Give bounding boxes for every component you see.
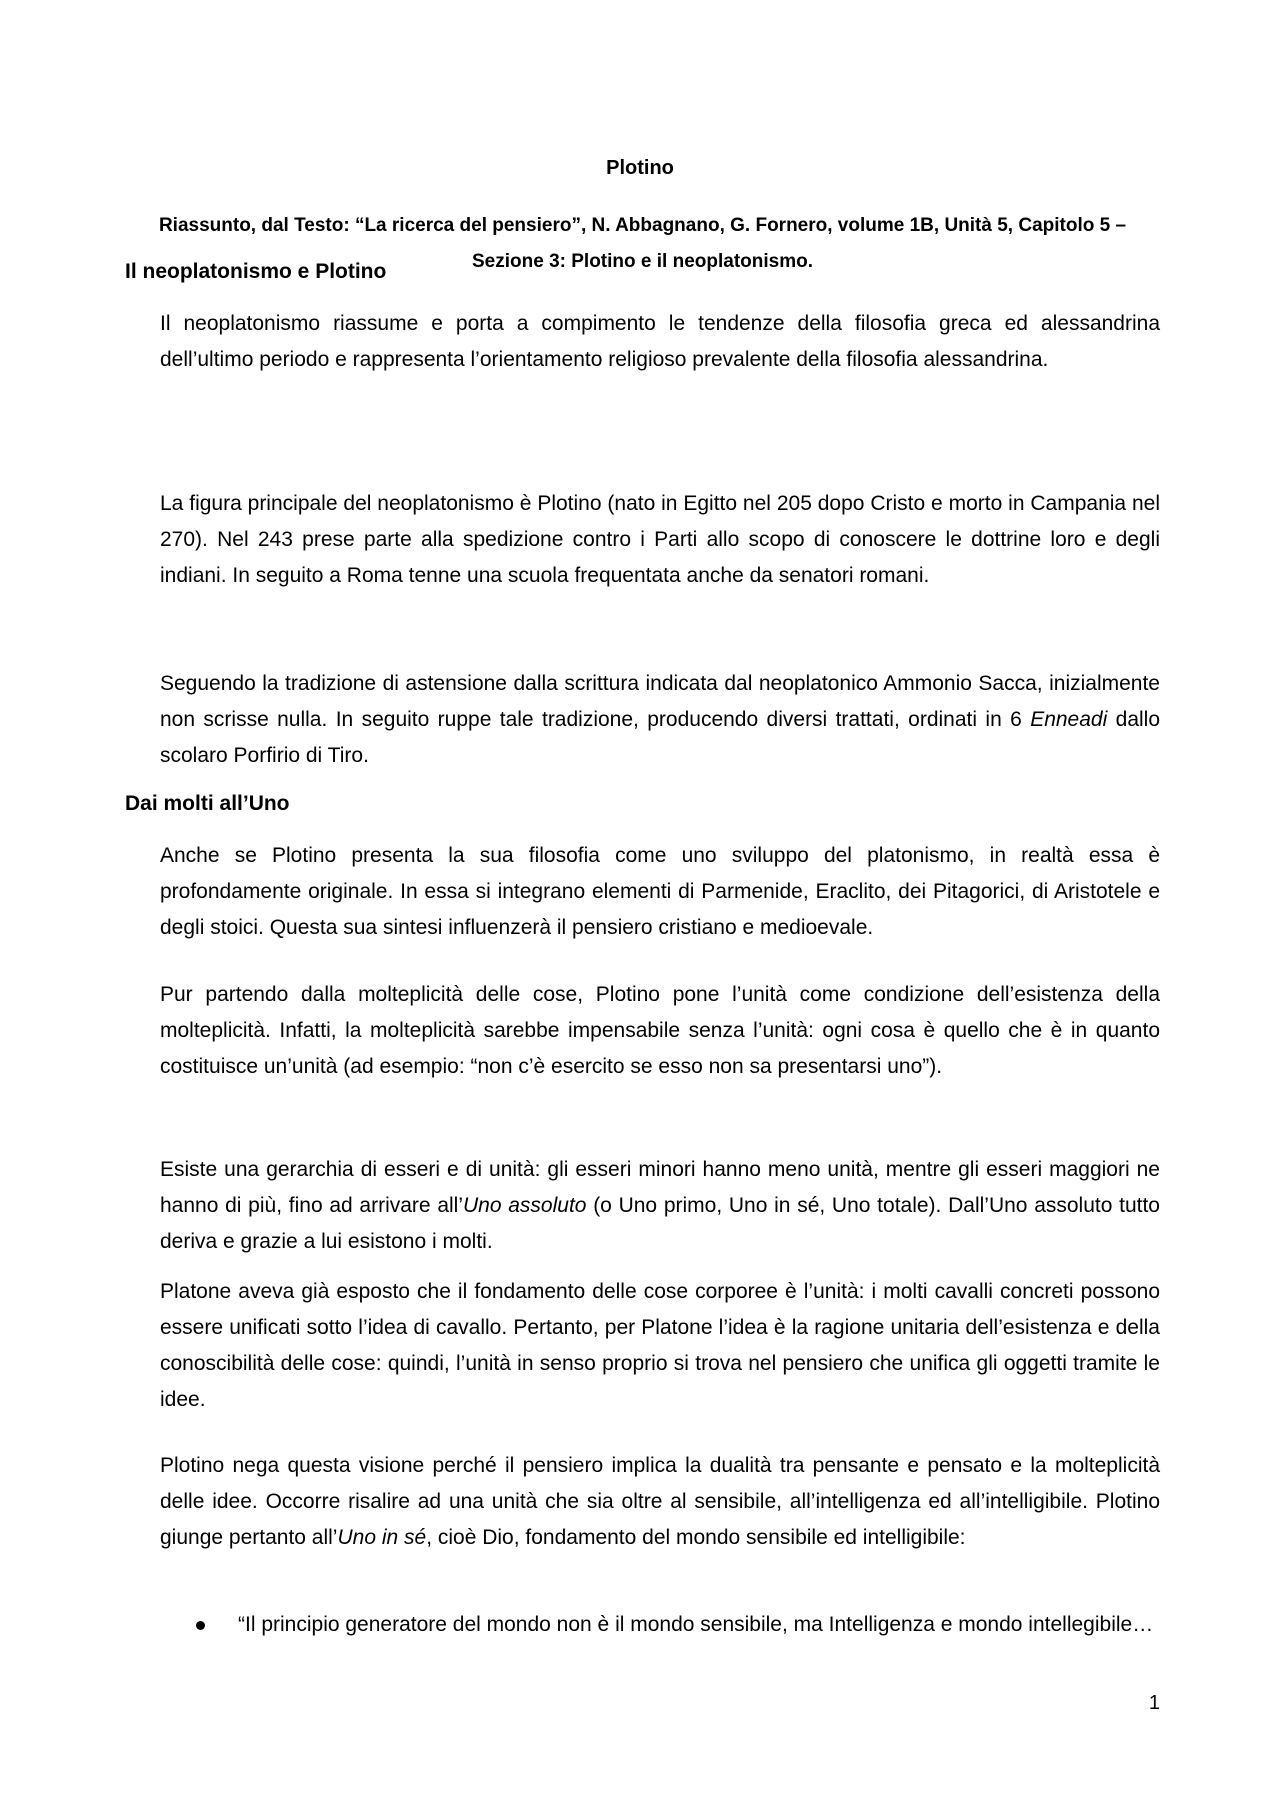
- paragraph-text: dallo scolaro Porfirio di Tiro.: [160, 708, 1161, 767]
- paragraph-text: Plotino nega questa visione perché il pensiero implica la dualità tra pensante e pensato e la molteplicità delle idee. Occorre risalire ad una unità che sia oltre al sensibile, all’intelligenza ed all’intelligibile. Plotino giunge pertanto all’: [160, 1454, 1160, 1549]
- paragraph: [160, 666, 1160, 774]
- paragraph: Il neoplatonismo riassume e porta a compimento le tendenze della filosofia greca ed alessandrina dell’ultimo periodo e rappresenta l’orientamento religioso prevalente della filosofia alessandrina.: [160, 312, 1160, 371]
- bullet-text: “Il principio generatore del mondo non è il mondo sensibile, ma Intelligenza e mondo intellegibile…: [238, 1613, 1154, 1636]
- paragraph-text: , cioè Dio, fondamento del mondo sensibile ed intelligibile:: [426, 1526, 966, 1549]
- section-heading-neoplatonismo: Il neoplatonismo e Plotino: [125, 260, 387, 283]
- paragraph-text: Seguendo la tradizione di astensione dalla scrittura indicata dal neoplatonico Ammonio Sacca, inizialmente non scrisse nulla. In seguito ruppe tale tradizione, producendo diversi trattati, ordinati in 6: [160, 672, 1160, 731]
- paragraph: La figura principale del neoplatonismo è Plotino (nato in Egitto nel 205 dopo Cristo e morto in Campania nel 270). Nel 243 prese parte alla spedizione contro i Parti allo scopo di conoscere le dottrine loro e degli indiani. In seguito a Roma tenne una scuola frequentata anche da senatori romani.: [160, 492, 1160, 587]
- document-subtitle: Riassunto, dal Testo: “La ricerca del pensiero”, N. Abbagnano, G. Fornero, volume 1B, Unità 5, Capitolo 5 – Sezione 3: Plotino e il neoplatonismo.: [158, 215, 1127, 272]
- paragraph-text: (o Uno primo, Uno in sé, Uno totale). Dall’Uno assoluto tutto deriva e grazie a lui esistono i molti.: [160, 1194, 1160, 1253]
- paragraph-italic: Enneadi: [1030, 708, 1108, 731]
- paragraph-italic: Uno assoluto: [463, 1194, 587, 1217]
- bullet-icon: [196, 1621, 205, 1630]
- paragraph: [160, 1152, 1160, 1260]
- paragraph: Anche se Plotino presenta la sua filosofia come uno sviluppo del platonismo, in realtà essa è profondamente originale. In essa si integrano elementi di Parmenide, Eraclito, dei Pitagorici, di Aristotele e degli stoici. Questa sua sintesi influenzerà il pensiero cristiano e medioevale.: [160, 844, 1160, 939]
- paragraph-italic: Uno in sé: [337, 1526, 427, 1549]
- paragraph-text: Esiste una gerarchia di esseri e di unità: gli esseri minori hanno meno unità, mentre gli esseri maggiori ne hanno di più, fino ad arrivare all’: [160, 1158, 1160, 1217]
- page-number: 1: [1148, 1692, 1160, 1714]
- paragraph: Platone aveva già esposto che il fondamento delle cose corporee è l’unità: i molti cavalli concreti possono essere unificati sotto l’idea di cavallo. Pertanto, per Platone l’idea è la ragione unitaria dell’esistenza e della conoscibilità delle cose: quindi, l’unità in senso proprio si trova nel pensiero che unifica gli oggetti tramite le idee.: [160, 1280, 1160, 1411]
- paragraph: [160, 1448, 1160, 1556]
- paragraph: Pur partendo dalla molteplicità delle cose, Plotino pone l’unità come condizione dell’esistenza della molteplicità. Infatti, la molteplicità sarebbe impensabile senza l’unità: ogni cosa è quello che è in quanto costituisce un’unità (ad esempio: “non c’è esercito se esso non sa presentarsi uno”).: [160, 983, 1160, 1078]
- section-heading-dai-molti-all-uno: Dai molti all’Uno: [125, 792, 290, 815]
- document-title: Plotino: [606, 157, 674, 179]
